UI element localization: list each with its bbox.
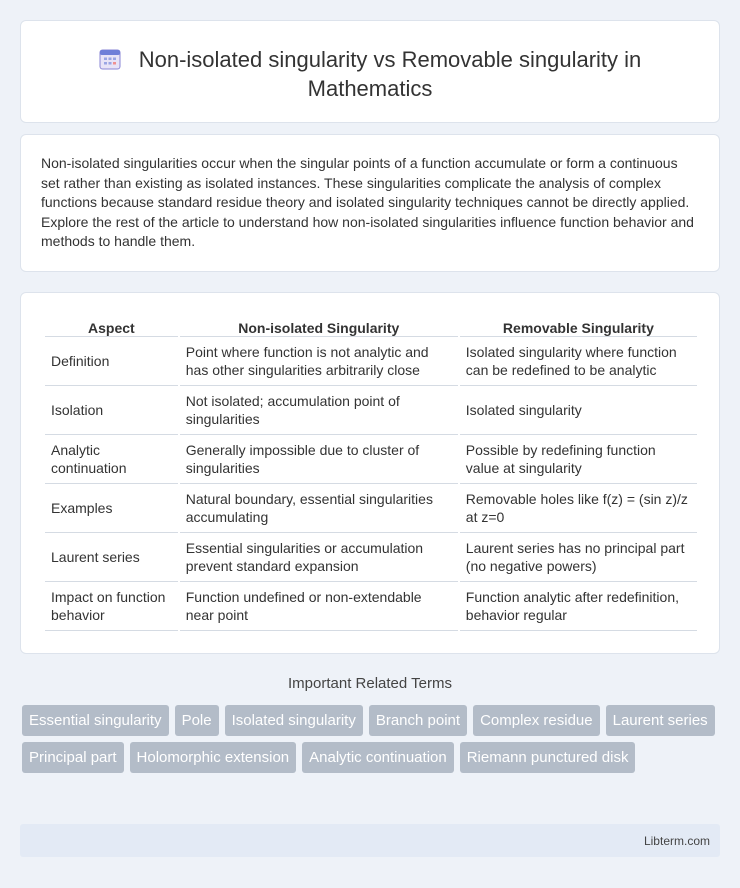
related-term-tag[interactable]: Branch point <box>369 705 467 736</box>
title-card <box>20 20 720 123</box>
table-row <box>45 386 697 435</box>
related-terms-heading: Important Related Terms <box>288 675 452 692</box>
comparison-card <box>20 292 720 654</box>
table-row <box>45 533 697 582</box>
table-cell-removable: Laurent series has no principal part (no negative powers) <box>460 533 697 582</box>
table-cell-non-isolated: Generally impossible due to cluster of singularities <box>180 435 458 484</box>
table-cell-non-isolated: Essential singularities or accumulation prevent standard expansion <box>180 533 458 582</box>
table-cell-removable: Function analytic after redefinition, behavior regular <box>460 582 697 631</box>
table-cell-removable: Isolated singularity where function can be redefined to be analytic <box>460 337 697 386</box>
table-row <box>45 484 697 533</box>
intro-card <box>20 134 720 272</box>
comparison-table <box>43 315 699 631</box>
table-header-row <box>45 315 697 337</box>
footer-site-link[interactable]: Libterm.com <box>643 834 710 848</box>
table-cell-removable: Isolated singularity <box>460 386 697 435</box>
table-cell-non-isolated: Function undefined or non-extendable near point <box>180 582 458 631</box>
column-header-non-isolated: Non-isolated Singularity <box>180 315 458 337</box>
column-header-removable: Removable Singularity <box>460 315 697 337</box>
table-cell-aspect: Examples <box>45 484 178 533</box>
column-header-aspect: Aspect <box>45 315 178 337</box>
table-cell-aspect: Definition <box>45 337 178 386</box>
related-term-tag[interactable]: Essential singularity <box>22 705 169 736</box>
table-cell-non-isolated: Point where function is not analytic and has other singularities arbitrarily close <box>180 337 458 386</box>
table-row <box>45 582 697 631</box>
table-cell-removable: Removable holes like f(z) = (sin z)/z at z=0 <box>460 484 697 533</box>
table-cell-aspect: Impact on function behavior <box>45 582 178 631</box>
related-term-tag[interactable]: Holomorphic extension <box>130 742 297 773</box>
table-row <box>45 435 697 484</box>
footer-bar <box>20 824 720 857</box>
intro-paragraph: Non-isolated singularities occur when the singular points of a function accumulate or form a continuous set rather than existing as isolated instances. These singularities complicate the analysis of complex functions because standard residue theory and isolated singularity techniques cannot be directly applied. Explore the rest of the article to understand how non-isolated singularities influence function behavior and methods to handle them. <box>41 155 694 250</box>
table-cell-aspect: Isolation <box>45 386 178 435</box>
related-term-tag[interactable]: Laurent series <box>606 705 715 736</box>
page-title-wrap <box>21 45 719 103</box>
related-terms-list <box>22 705 722 779</box>
table-cell-non-isolated: Not isolated; accumulation point of singularities <box>180 386 458 435</box>
page-title: Non-isolated singularity vs Removable singularity in Mathematics <box>138 47 642 101</box>
related-term-tag[interactable]: Riemann punctured disk <box>460 742 636 773</box>
table-cell-aspect: Laurent series <box>45 533 178 582</box>
related-term-tag[interactable]: Complex residue <box>473 705 600 736</box>
table-cell-aspect: Analytic continuation <box>45 435 178 484</box>
related-term-tag[interactable]: Principal part <box>22 742 124 773</box>
table-cell-non-isolated: Natural boundary, essential singularities accumulating <box>180 484 458 533</box>
table-row <box>45 337 697 386</box>
related-term-tag[interactable]: Pole <box>175 705 219 736</box>
related-term-tag[interactable]: Isolated singularity <box>225 705 363 736</box>
related-term-tag[interactable]: Analytic continuation <box>302 742 454 773</box>
calendar-icon <box>99 48 121 70</box>
table-cell-removable: Possible by redefining function value at singularity <box>460 435 697 484</box>
